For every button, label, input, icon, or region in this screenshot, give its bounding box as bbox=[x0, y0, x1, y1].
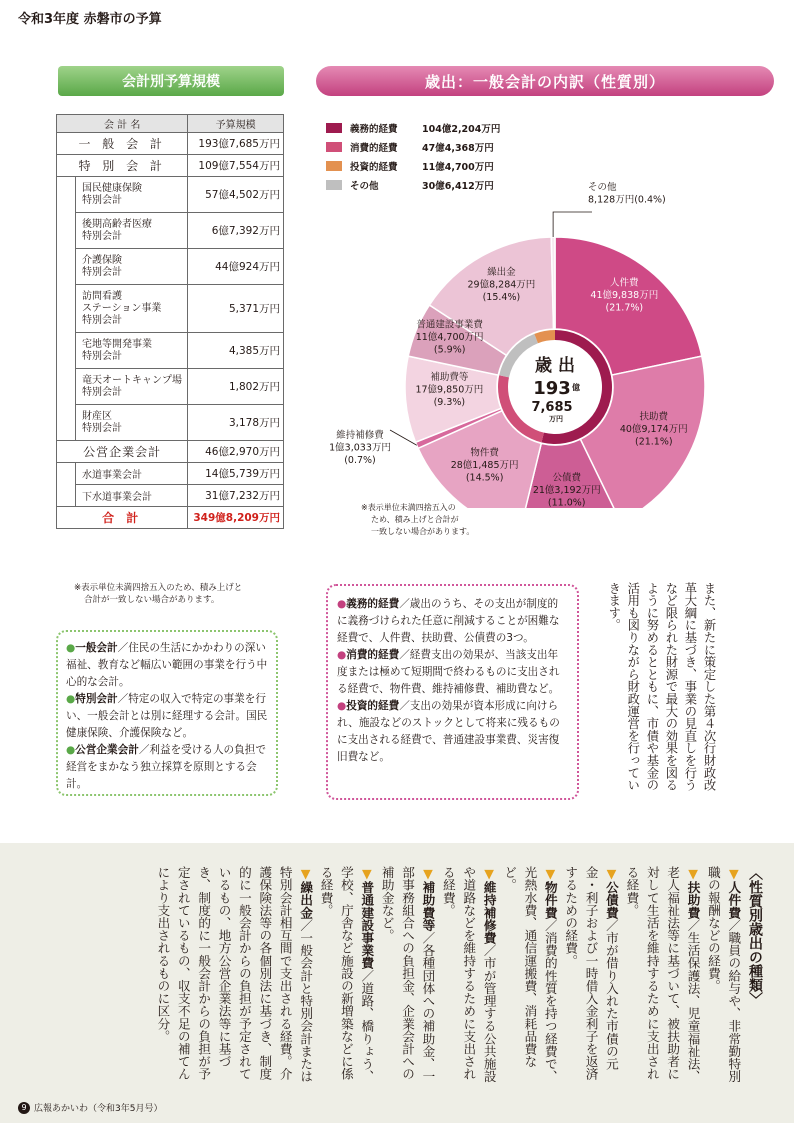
row-amount: 14億5,739万円 bbox=[188, 463, 284, 485]
slice-value-label: 8,128万円(0.4%) bbox=[588, 194, 666, 206]
slice-value-label: (11.0%) bbox=[547, 497, 586, 508]
slice-value-label: 21億3,192万円 bbox=[532, 484, 601, 496]
type-item: ▼扶助費／生活保護法、児童福祉法、老人福祉法等に基づいて、被扶助者に対して生活を維持するために支出される経費。 bbox=[624, 866, 701, 1083]
page-header: 令和3年度 赤磐市の予算 bbox=[18, 12, 162, 27]
type-item: ▼補助費等／各種団体への補助金、一部事務組合への負担金、企業会計への補助金など。 bbox=[379, 866, 436, 1083]
type-item: ▼公債費／市が借り入れた市債の元金・利子および一時借入金利子を返済するための経費。 bbox=[563, 866, 619, 1081]
row-name: 下水道事業会計 bbox=[76, 485, 188, 507]
slice-value-label: 17億9,850万円 bbox=[415, 384, 484, 396]
type-item: ▼人件費／職員の給与や、非常勤特別職の報酬などの経費。 bbox=[705, 866, 742, 1083]
row-name: 財産区 特別会計 bbox=[76, 405, 188, 441]
expenditure-pie-chart bbox=[300, 178, 730, 508]
legend-swatch bbox=[326, 123, 342, 133]
legend-entry: その他 30億6,412万円 bbox=[326, 175, 500, 194]
account-definitions-box bbox=[56, 630, 278, 796]
row-amount: 6億7,392万円 bbox=[188, 213, 284, 249]
slice-label: 補助費等 bbox=[430, 371, 469, 383]
row-amount: 193億7,685万円 bbox=[188, 133, 284, 155]
row-amount: 5,371万円 bbox=[188, 285, 284, 333]
legend-entry: 投資的経費 11億4,700万円 bbox=[326, 156, 500, 175]
slice-value-label: 11億4,700万円 bbox=[415, 331, 484, 343]
expenditure-types-text bbox=[152, 866, 766, 1088]
center-unit: 億 bbox=[572, 383, 580, 392]
row-name: 国民健康保険 特別会計 bbox=[76, 177, 188, 213]
table-row bbox=[57, 485, 284, 507]
slice-value-label: 28億1,485万円 bbox=[450, 460, 519, 472]
table-row bbox=[57, 333, 284, 369]
footer bbox=[18, 1101, 162, 1114]
page-number: 9 bbox=[18, 1102, 30, 1114]
row-name: 一 般 会 計 bbox=[57, 133, 188, 155]
center-value2: 7,685 bbox=[531, 400, 573, 415]
row-name: 公営企業会計 bbox=[57, 441, 188, 463]
table-row bbox=[57, 463, 284, 485]
row-amount: 349億8,209万円 bbox=[188, 507, 284, 529]
slice-value-label: (5.9%) bbox=[433, 344, 466, 356]
legend-entry: 消費的経費 47億4,368万円 bbox=[326, 137, 500, 156]
slice-value-label: (14.5%) bbox=[465, 472, 504, 484]
row-amount: 1,802万円 bbox=[188, 369, 284, 405]
definition-item: ●特別会計／特定の収入で特定の事業を行い、一般会計とは別に経理する会計。国民健康保険、介護保険など。 bbox=[66, 693, 268, 739]
row-name: 後期高齢者医療 特別会計 bbox=[76, 213, 188, 249]
type-item: ▼普通建設事業費／道路、橋りょう、学校、庁舎など施設の新増築などに係る経費。 bbox=[318, 866, 375, 1083]
type-item: ▼繰出金／一般会計と特別会計または特別会計相互間で支出される経費。介護保険法等の各個別法に基づき、制度的に一般会計からの負担が予定されているもの、地方公営企業法等に基づき、制度的に一般会計からの負担が予定されているもの、収支不足の補てんにより支出されるものに区分。 bbox=[155, 866, 314, 1083]
slice-value-label: (9.3%) bbox=[433, 396, 466, 408]
expense-definitions-box bbox=[326, 584, 579, 800]
slice-label: 扶助費 bbox=[639, 411, 669, 423]
slice-value-label: 1億3,033万円 bbox=[329, 442, 391, 454]
table-header-row bbox=[57, 115, 284, 133]
legend-swatch bbox=[326, 142, 342, 152]
type-item: ▼物件費／消費的性質を持つ経費で、光熱水費、通信運搬費、消耗品費など。 bbox=[502, 866, 558, 1083]
row-amount: 44億924万円 bbox=[188, 249, 284, 285]
table-row bbox=[57, 177, 284, 213]
definition-item: ●一般会計／住民の生活にかかわりの深い福祉、教育など幅広い範囲の事業を行う中心的な会計。 bbox=[66, 642, 268, 688]
budget-heading: 会計別予算規模 bbox=[58, 66, 284, 96]
table-row-total bbox=[57, 507, 284, 529]
table-row bbox=[57, 249, 284, 285]
row-name: 宅地等開発事業 特別会計 bbox=[76, 333, 188, 369]
table-row bbox=[57, 285, 284, 333]
definition-item: ●義務的経費／歳出のうち、その支出が制度的に義務づけられた任意に削減することが困難な経費で、人件費、扶助費、公債費の3つ。 bbox=[337, 598, 560, 644]
slice-label: 物件費 bbox=[470, 447, 499, 459]
table-row bbox=[57, 155, 284, 177]
row-name: 介護保険 特別会計 bbox=[76, 249, 188, 285]
legend-swatch bbox=[326, 161, 342, 171]
slice-label: その他 bbox=[588, 182, 617, 193]
slice-value-label: (21.1%) bbox=[634, 436, 673, 448]
budget-table bbox=[56, 114, 284, 529]
leader-line bbox=[553, 212, 592, 237]
row-amount: 57億4,502万円 bbox=[188, 177, 284, 213]
table-row bbox=[57, 213, 284, 249]
type-item: ▼維持補修費／市が管理する公共施設や道路などを維持するために支出される経費。 bbox=[440, 866, 497, 1083]
expenditure-heading: 歳出：一般会計の内訳（性質別） bbox=[316, 66, 774, 96]
row-name: 特 別 会 計 bbox=[57, 155, 188, 177]
definition-item: ●消費的経費／経費支出の効果が、当該支出年度または極めて短期間で終わるものに支出される経費で、物件費、維持補修費、補助費など。 bbox=[337, 649, 560, 695]
col-header-name: 会 計 名 bbox=[57, 115, 188, 133]
table-row bbox=[57, 405, 284, 441]
slice-label: 繰出金 bbox=[487, 266, 516, 278]
definition-item: ●公営企業会計／利益を受ける人の負担で経営をまかなう独立採算を原則とする会計。 bbox=[66, 744, 266, 790]
slice-value-label: (0.7%) bbox=[344, 455, 376, 466]
slice-value-label: (21.7%) bbox=[605, 302, 644, 314]
center-title: 歳 出 bbox=[535, 356, 575, 376]
row-amount: 109億7,554万円 bbox=[188, 155, 284, 177]
table-row bbox=[57, 369, 284, 405]
slice-value-label: 41億9,838万円 bbox=[590, 290, 659, 302]
legend-entry: 義務的経費 104億2,204万円 bbox=[326, 118, 500, 137]
pie-note: ※表示単位未満四捨五入の ため、積み上げと合計が 一致しない場合があります。 bbox=[361, 503, 475, 536]
definition-item: ●投資的経費／支出の効果が資本形成に向けられ、施設などのストックとして将来に残るものに支出される経費で、普通建設事業費、災害復旧費など。 bbox=[337, 700, 560, 763]
types-title: 〈性質別歳出の種類〉 bbox=[747, 866, 763, 1006]
slice-value-label: 40億9,174万円 bbox=[619, 423, 688, 435]
center-value: 193 bbox=[533, 378, 571, 399]
slice-label: 維持補修費 bbox=[336, 430, 384, 441]
row-name: 水道事業会計 bbox=[76, 463, 188, 485]
slice-label: 人件費 bbox=[610, 277, 639, 289]
row-name: 合 計 bbox=[57, 507, 188, 529]
row-name: 訪問看護 ステーション事業 特別会計 bbox=[76, 285, 188, 333]
row-amount: 4,385万円 bbox=[188, 333, 284, 369]
row-name: 竜天オートキャンプ場 特別会計 bbox=[76, 369, 188, 405]
column-text: また、新たに策定した第４次行財政改革大綱に基づき、事業の見直しを行うなど限られた財源で最大の効果を図るように努めるとともに、市債や基金の活用も図りながら財政運営を行っていきます。 bbox=[606, 582, 716, 792]
row-amount: 46億2,970万円 bbox=[188, 441, 284, 463]
slice-label: 普通建設事業費 bbox=[416, 319, 483, 331]
row-amount: 3,178万円 bbox=[188, 405, 284, 441]
slice-label: 公債費 bbox=[552, 472, 581, 484]
center-unit2: 万円 bbox=[549, 415, 563, 423]
col-header-amount: 予算規模 bbox=[188, 115, 284, 133]
slice-value-label: 29億8,284万円 bbox=[467, 279, 536, 291]
row-amount: 31億7,232万円 bbox=[188, 485, 284, 507]
slice-value-label: (15.4%) bbox=[482, 291, 521, 303]
table-row bbox=[57, 441, 284, 463]
budget-note: ※表示単位未満四捨五入のため、積み上げと 合計が一致しない場合があります。 bbox=[74, 583, 243, 605]
footer-text: 広報あかいわ（令和3年5月号） bbox=[34, 1104, 163, 1114]
table-row bbox=[57, 133, 284, 155]
